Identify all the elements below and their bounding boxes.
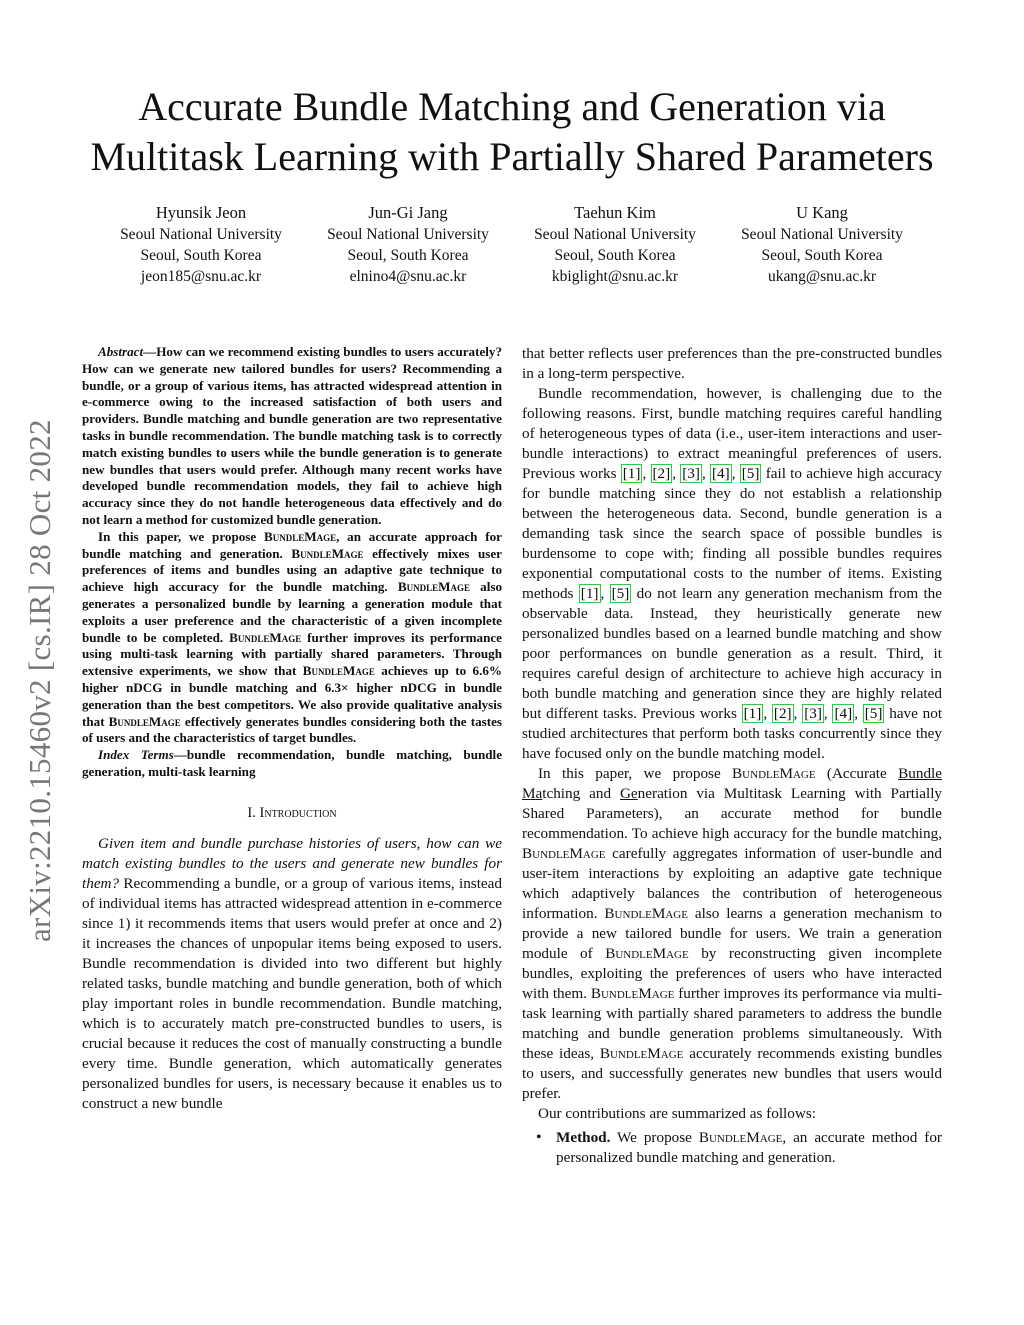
left-column: [82, 344, 502, 1114]
method-name: BundleMage: [108, 713, 181, 729]
author-block: [101, 202, 301, 287]
index-terms: Index Terms—bundle recommendation, bundle matching, bundle generation, multi-task learning: [82, 747, 503, 779]
citation-link[interactable]: [3]: [804, 705, 822, 722]
author-affiliation: Seoul National University: [120, 226, 282, 243]
title-line-1: Accurate Bundle Matching and Generation via: [138, 84, 886, 129]
abstract-label: Abstract: [98, 344, 144, 359]
author-affiliation: Seoul National University: [534, 226, 696, 243]
author-location: Seoul, South Korea: [761, 247, 883, 264]
author-location: Seoul, South Korea: [347, 247, 469, 264]
section-heading: I. Introduction: [247, 804, 337, 821]
author-location: Seoul, South Korea: [554, 247, 676, 264]
title-line-2: Multitask Learning with Partially Shared Parameters: [90, 134, 934, 179]
author-name: Jun-Gi Jang: [368, 203, 448, 222]
intro-paragraph-continued: that better reflects user preferences than the pre-constructed bundles in a long-term perspective.: [522, 345, 942, 382]
method-name: BundleMage: [397, 579, 470, 595]
author-email: jeon185@snu.ac.kr: [140, 268, 262, 285]
method-name: BundleMage: [229, 629, 302, 645]
citation-link[interactable]: [5]: [864, 705, 883, 722]
contribution-item: • Method. We propose BundleMage, an accurate method for personalized bundle matching and generation.: [556, 1128, 942, 1168]
method-name: BundleMage: [263, 528, 337, 544]
citation-link[interactable]: [4]: [834, 705, 853, 722]
method-name: BundleMage: [604, 905, 688, 922]
method-name: BundleMage: [605, 945, 689, 962]
intro-paragraph: Bundle recommendation, however, is challenging due to the following reasons. First, bundle matching requires careful handling of heterogeneous types of data (i.e., user-item interactions and user-bundle interactions) to extract meaningful preferences of users. Previous works [1] , [2] , [3] , [4] , [5] fail to achieve high accuracy for bundle matching since they do not establish a relationship between the heterogeneous data. Second, bundle generation is a demanding task since the search space of possible bundles is burdensome to cope with; finding all possible bundles requires exponential computational costs to the number of items. Existing methods [1] , [5] do not learn any generation mechanism from the observable data. Instead, they heuristically generate new personalized bundles based on a learned bundle matching and show poor performances on bundle generation as a result. Third, it requires careful design of architecture to achieve high accuracy in both bundle matching and generation since they are highly related but different tasks. Previous works [1] , [2] , [3] , [4] , [5] have not studied architectures that perform both tasks concurrently since they have focused only on the bundle matching model.: [522, 385, 943, 762]
citation-link[interactable]: [1]: [622, 465, 641, 482]
author-name: U Kang: [796, 203, 848, 222]
abstract: [82, 344, 502, 781]
method-name: BundleMage: [590, 985, 675, 1002]
author-block: [722, 202, 922, 287]
author-location: Seoul, South Korea: [140, 247, 262, 264]
author-block: [308, 202, 508, 287]
citation-link[interactable]: [5]: [611, 585, 630, 602]
citation-link[interactable]: [1]: [743, 705, 762, 722]
citation-link[interactable]: [5]: [741, 465, 760, 482]
author-name: Taehun Kim: [574, 203, 656, 222]
author-block: [515, 202, 715, 287]
abstract-paragraph: Abstract—How can we recommend existing bundles to users accurately? How can we generate new tailored bundles for users? Recommending a bundle, or a group of various items, has attracted widespread attention in e-commerce owing to the increased satisfaction of both users and providers. Bundle matching and bundle generation are two representative tasks in bundle recommendation. The bundle matching task is to correctly match existing bundles to users while the bundle generation is to generate new bundles that users would prefer. Although many recent works have developed bundle recommendation models, they fail to achieve high accuracy since they do not handle heterogeneous data effectively and do not learn a method for customized bundle generation.: [82, 344, 502, 527]
method-name: BundleMage: [291, 545, 364, 561]
citation-link[interactable]: [2]: [773, 705, 792, 722]
citation-link[interactable]: [3]: [682, 465, 700, 482]
contribution-list: [522, 1128, 942, 1168]
method-name: BundleMage: [698, 1129, 783, 1146]
intro-paragraph: Given item and bundle purchase histories of users, how can we match existing bundles to the users and generate new bundles for them? Recommending a bundle, or a group of various items, instead of individual items has attracted widespread attention in e-commerce since 1) it recommends items that users would prefer at once and 2) it increases the chances of unpopular items being exposed to users. Bundle recommendation is divided into two different but highly related tasks, bundle matching and bundle generation, both of which play important roles in bundle recommendation. Bundle matching, which is to accurately match pre-constructed bundles to users, is crucial because it reduces the cost of manually constructing a bundle every time. Bundle generation, which automatically generates personalized bundles for users, is necessary because it enables us to construct a new bundle: [82, 834, 502, 1112]
paper-title: [40, 82, 984, 182]
author-email: kbiglight@snu.ac.kr: [551, 268, 679, 285]
author-affiliation: Seoul National University: [741, 226, 903, 243]
author-affiliation: Seoul National University: [327, 226, 489, 243]
method-name: BundleMage: [599, 1045, 684, 1062]
intro-body: [82, 834, 502, 1114]
author-email: elnino4@snu.ac.kr: [349, 268, 467, 285]
intro-paragraph: In this paper, we propose BundleMage (Accurate Bundle Matching and Generation via Multitask Learning with Partially Shared Parameters), an accurate method for bundle recommendation. To achieve high accuracy for the bundle matching, BundleMage carefully aggregates information of user-bundle and user-item interactions by exploiting an adaptive gate technique which adaptively balances the contribution of heterogeneous information. BundleMage also learns a generation mechanism to provide a new tailored bundle for users. We train a generation module of BundleMage by reconstructing given incomplete bundles, exploiting the preferences of users who have interacted with them. BundleMage further improves its performance via multi-task learning with partially shared parameters to address the bundle matching and bundle generation problems simultaneously. With these ideas, BundleMage accurately recommends existing bundles to users, and successfully generates new bundles that users would prefer.: [522, 765, 943, 1102]
method-name: BundleMage: [732, 765, 816, 782]
citation-link[interactable]: [1]: [580, 585, 599, 602]
author-name: Hyunsik Jeon: [155, 203, 247, 222]
author-email: ukang@snu.ac.kr: [767, 268, 877, 285]
intro-paragraph: Our contributions are summarized as follows:: [538, 1105, 816, 1122]
index-terms-label: Index Terms: [98, 747, 174, 763]
right-column: [522, 344, 942, 1168]
citation-link[interactable]: [2]: [652, 465, 671, 482]
arxiv-identifier: arXiv:2210.15460v2 [cs.IR] 28 Oct 2022: [22, 419, 57, 942]
abstract-paragraph: In this paper, we propose BundleMage, an accurate approach for bundle matching and generation. BundleMage effectively mixes user preferences of items and bundles using an adaptive gate technique to achieve high accuracy for the bundle matching. BundleMage also generates a personalized bundle by learning a generation module that exploits a user preference and the characteristic of a given incomplete bundle to be completed. BundleMage further improves its performance using multi-task learning with partially shared parameters. Through extensive experiments, we show that BundleMage achieves up to 6.6% higher nDCG in bundle matching and 6.3× higher nDCG in bundle generation than the best competitors. We also provide qualitative analysis that BundleMage effectively generates bundles considering both the tastes of users and the characteristics of target bundles.: [82, 528, 502, 746]
method-name: BundleMage: [302, 663, 375, 679]
method-name: BundleMage: [522, 845, 606, 862]
citation-link[interactable]: [4]: [712, 465, 730, 482]
